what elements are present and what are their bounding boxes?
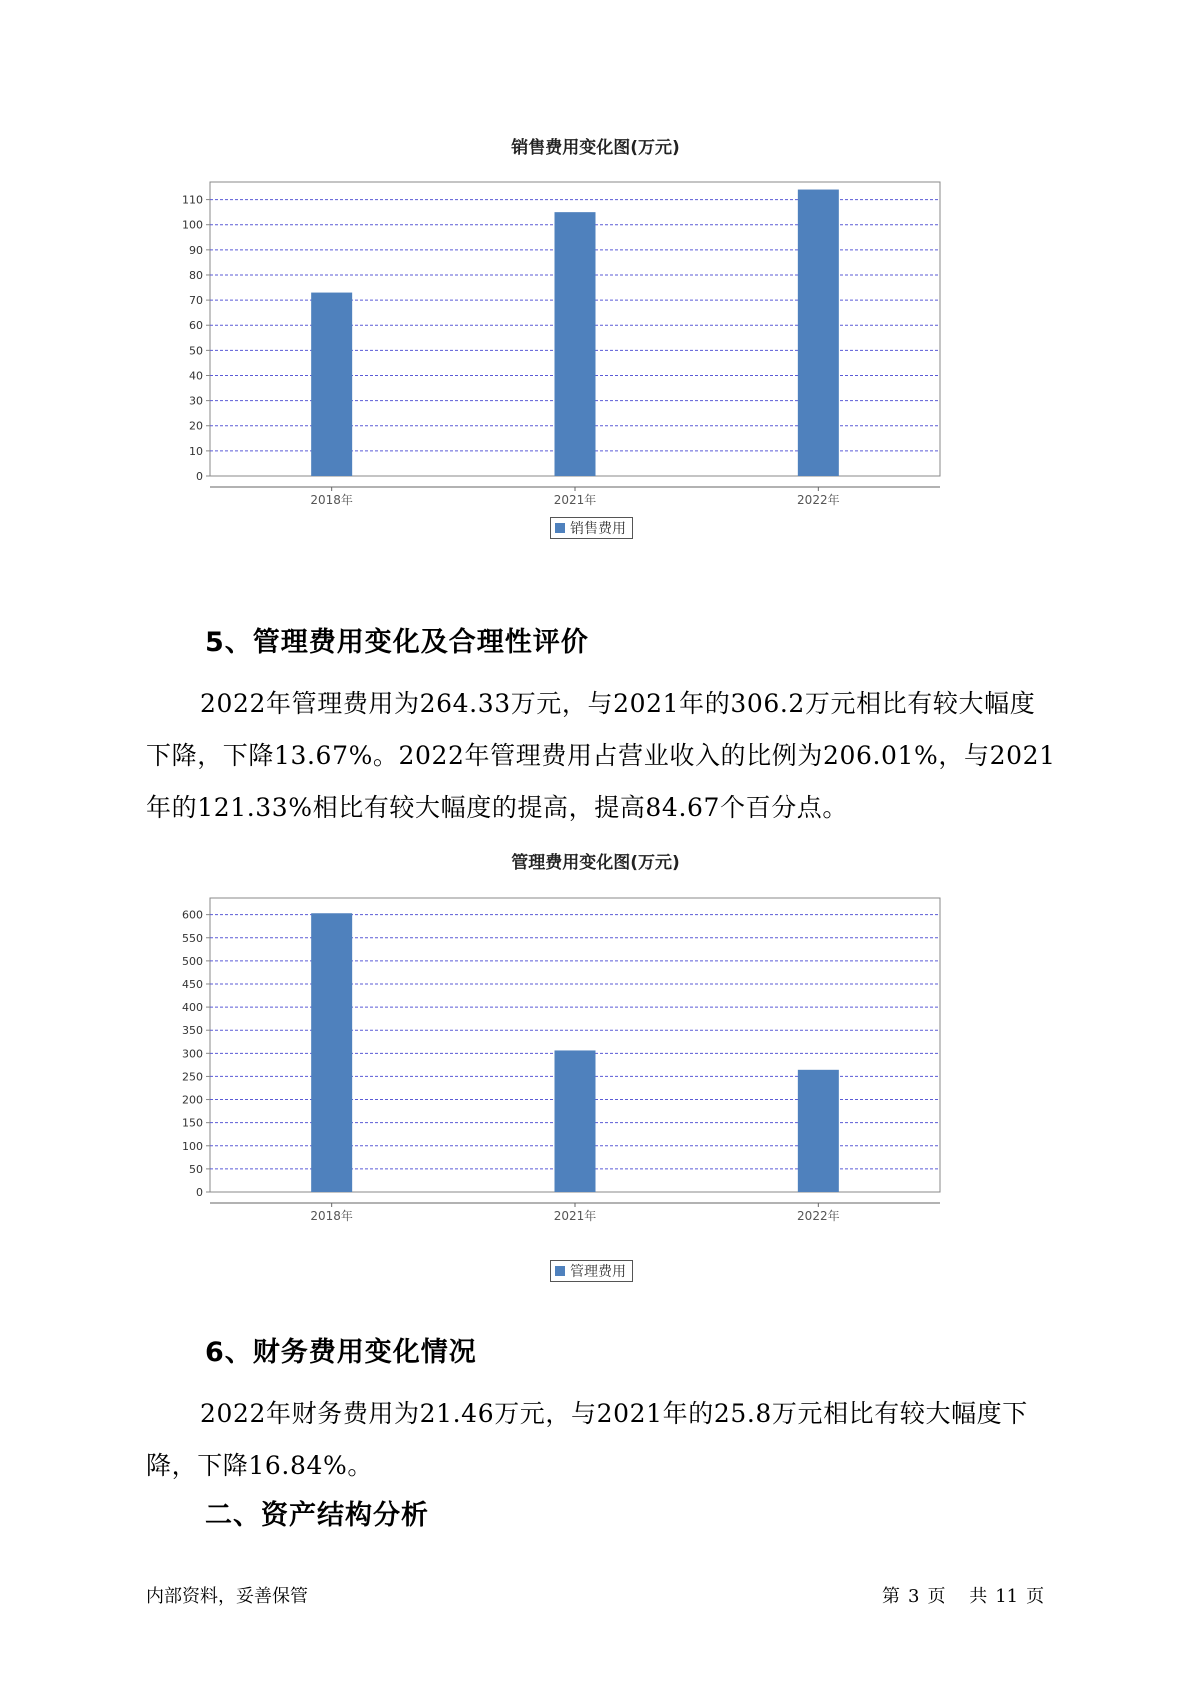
- x-tick-label: 2018年: [310, 493, 353, 507]
- total-prefix: 共: [969, 1586, 988, 1607]
- bar: [311, 913, 352, 1192]
- legend-sales: [550, 517, 633, 539]
- section-6-heading: 6、财务费用变化情况: [205, 1337, 477, 1368]
- admin-expense-chart: [150, 886, 950, 1231]
- legend-swatch: [555, 1266, 565, 1276]
- legend-swatch: [555, 523, 565, 533]
- y-tick-label: 70: [189, 294, 203, 308]
- y-tick-label: 400: [182, 1001, 203, 1015]
- y-tick-label: 550: [182, 931, 203, 945]
- x-tick-label: 2021年: [553, 1209, 597, 1223]
- y-tick-label: 200: [182, 1093, 203, 1107]
- page-num: 3: [908, 1586, 920, 1607]
- y-tick-label: 450: [182, 977, 203, 991]
- y-tick-label: 300: [182, 1047, 203, 1061]
- x-tick-label: 2018年: [310, 1209, 353, 1223]
- total-num: 11: [995, 1586, 1019, 1607]
- footer-page-number: [882, 1582, 1052, 1608]
- y-tick-label: 30: [189, 394, 203, 408]
- x-tick-label: 2022年: [797, 493, 840, 507]
- y-tick-label: 60: [189, 319, 203, 333]
- y-tick-label: 150: [182, 1116, 203, 1130]
- total-unit: 页: [1026, 1586, 1045, 1607]
- legend-admin: [550, 1260, 633, 1282]
- chart-title-admin: 管理费用变化图(万元): [511, 853, 680, 873]
- sales-expense-chart: [150, 170, 950, 515]
- legend-label: 管理费用: [570, 1264, 626, 1280]
- y-tick-label: 0: [196, 1186, 203, 1199]
- y-tick-label: 100: [182, 218, 203, 232]
- y-tick-label: 500: [182, 954, 203, 968]
- y-tick-label: 100: [182, 1139, 203, 1153]
- section-6-paragraph: 2022年财务费用为21.46万元，与2021年的25.8万元相比有较大幅度下降，下降16.84%。: [146, 1399, 1028, 1480]
- part-2-heading: 二、资产结构分析: [205, 1500, 429, 1531]
- y-tick-label: 20: [189, 419, 203, 433]
- y-tick-label: 350: [182, 1024, 203, 1038]
- chart-title-sales: 销售费用变化图(万元): [511, 138, 680, 158]
- bar: [798, 190, 839, 476]
- legend-label: 销售费用: [570, 521, 626, 537]
- y-tick-label: 40: [189, 369, 203, 383]
- y-tick-label: 600: [182, 908, 203, 922]
- section-5-heading: 5、管理费用变化及合理性评价: [205, 627, 589, 658]
- y-tick-label: 110: [182, 193, 203, 207]
- section-5-paragraph: 2022年管理费用为264.33万元，与2021年的306.2万元相比有较大幅度下降，下降13.67%。2022年管理费用占营业收入的比例为206.01%，与2021年的121.33%相比有较大幅度的提高，提高84.67个百分点。: [146, 689, 1056, 822]
- y-tick-label: 250: [182, 1070, 203, 1084]
- y-tick-label: 90: [189, 243, 203, 257]
- y-tick-label: 10: [189, 444, 203, 458]
- bar: [798, 1070, 839, 1192]
- bar: [555, 212, 596, 476]
- x-tick-label: 2021年: [553, 493, 597, 507]
- y-tick-label: 50: [189, 344, 203, 358]
- y-tick-label: 50: [189, 1162, 203, 1176]
- y-tick-label: 80: [189, 268, 203, 282]
- y-tick-label: 0: [196, 470, 203, 483]
- bar: [311, 293, 352, 476]
- page-unit: 页: [927, 1586, 946, 1607]
- x-tick-label: 2022年: [797, 1209, 840, 1223]
- page-prefix: 第: [882, 1586, 900, 1607]
- bar: [555, 1050, 596, 1192]
- footer-confidential: 内部资料，妥善保管: [146, 1586, 308, 1607]
